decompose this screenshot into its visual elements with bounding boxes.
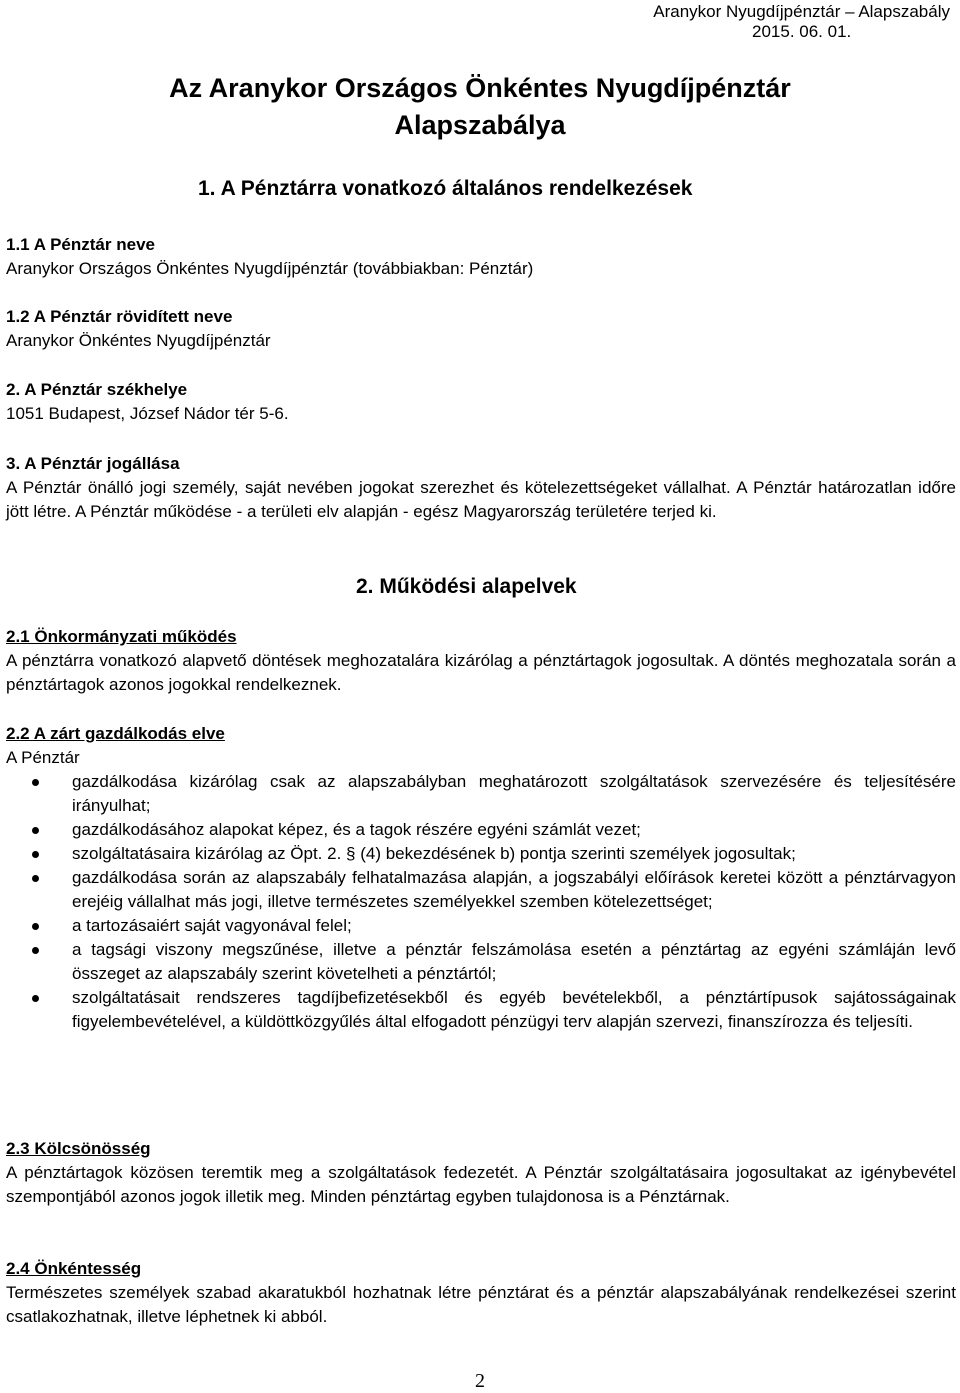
bullet-icon	[32, 875, 39, 882]
list-item: gazdálkodása kizárólag csak az alapszabályban meghatározott szolgáltatások szervezésére és teljesítésére irányulhat;	[6, 770, 956, 818]
running-header	[653, 2, 950, 42]
bullet-icon	[32, 827, 39, 834]
section-2-4	[6, 1257, 956, 1329]
section-1-1-title: 1.1 A Pénztár neve	[6, 235, 155, 254]
section-3-title: 3. A Pénztár jogállása	[6, 454, 180, 473]
list-item: szolgáltatásaira kizárólag az Öpt. 2. § (4) bekezdésének b) pontja szerinti személyek jogosultak;	[6, 842, 956, 866]
section-2-1	[6, 625, 956, 697]
header-title: Aranykor Nyugdíjpénztár – Alapszabály	[653, 2, 950, 21]
section-2-2	[6, 722, 956, 1034]
section-2-3	[6, 1137, 956, 1209]
document-title-line2: Alapszabálya	[394, 110, 566, 140]
section-2-1-text: A pénztárra vonatkozó alapvető döntések meghozatalára kizárólag a pénztártagok jogosultak. A döntés meghozatala során a pénztártagok azonos jogokkal rendelkeznek.	[6, 651, 956, 694]
header-date: 2015. 06. 01.	[752, 22, 852, 41]
section-2-seat-text: 1051 Budapest, József Nádor tér 5-6.	[6, 404, 289, 423]
list-item: gazdálkodásához alapokat képez, és a tagok részére egyéni számlát vezet;	[6, 818, 956, 842]
section-2-seat	[6, 378, 956, 426]
list-item: a tartozásaiért saját vagyonával felel;	[6, 914, 956, 938]
section-2-seat-title: 2. A Pénztár székhelye	[6, 380, 188, 399]
section-2-4-title: 2.4 Önkéntesség	[6, 1259, 142, 1278]
section-1-2-text: Aranykor Önkéntes Nyugdíjpénztár	[6, 331, 271, 350]
page-number: 2	[475, 1370, 485, 1392]
chapter-1-heading: 1. A Pénztárra vonatkozó általános rendelkezések	[198, 177, 693, 200]
section-1-2	[6, 305, 956, 353]
bullet-icon	[32, 779, 39, 786]
bullet-icon	[32, 995, 39, 1002]
document-title-line1: Az Aranykor Országos Önkéntes Nyugdíjpénztár	[169, 73, 791, 103]
section-2-1-title: 2.1 Önkormányzati működés	[6, 627, 237, 646]
document-title	[0, 70, 960, 144]
list-item: a tagsági viszony megszűnése, illetve a pénztár felszámolása esetén a pénztártag az egyéni számláján levő összeget az alapszabály szerint követelheti a pénztártól;	[6, 938, 956, 986]
section-1-2-title: 1.2 A Pénztár rövidített neve	[6, 307, 233, 326]
section-1-1	[6, 233, 956, 281]
section-2-3-title: 2.3 Kölcsönösség	[6, 1139, 151, 1158]
section-2-3-text: A pénztártagok közösen teremtik meg a szolgáltatások fedezetét. A Pénztár szolgáltatásaira jogosultakat az igénybevétel szempontjából azonos jogok illetik meg. Minden pénztártag egyben tulajdonosa is a Pénztárnak.	[6, 1163, 956, 1206]
bullet-icon	[32, 923, 39, 930]
principles-list	[6, 770, 956, 1034]
list-item: gazdálkodása során az alapszabály felhatalmazása alapján, a jogszabályi előírások keretei között a pénztárvagyon erejéig vállalhat más jogi, illetve természetes személyekkel szemben kötelezettséget;	[6, 866, 956, 914]
bullet-icon	[32, 851, 39, 858]
section-3-text: A Pénztár önálló jogi személy, saját nevében jogokat szerezhet és kötelezettségeket vállalhat. A Pénztár határozatlan időre jött létre. A Pénztár működése - a területi elv alapján - egész Magyarország területére terjed ki.	[6, 478, 956, 521]
section-2-2-title: 2.2 A zárt gazdálkodás elve	[6, 724, 225, 743]
section-2-4-text: Természetes személyek szabad akaratukból hozhatnak létre pénztárat és a pénztár alapszabályának rendelkezései szerint csatlakozhatnak, illetve léphetnek ki abból.	[6, 1283, 956, 1326]
list-item: szolgáltatásait rendszeres tagdíjbefizetésekből és egyéb bevételekből, a pénztártípusok sajátosságainak figyelembevételével, a küldöttközgyűlés által elfogadott pénzügyi terv alapján szervezi, finanszírozza és teljesíti.	[6, 986, 956, 1034]
chapter-2-heading: 2. Működési alapelvek	[356, 575, 577, 598]
section-3	[6, 452, 956, 524]
section-1-1-text: Aranykor Országos Önkéntes Nyugdíjpénztár (továbbiakban: Pénztár)	[6, 259, 534, 278]
bullet-icon	[32, 947, 39, 954]
section-2-2-intro: A Pénztár	[6, 748, 80, 767]
